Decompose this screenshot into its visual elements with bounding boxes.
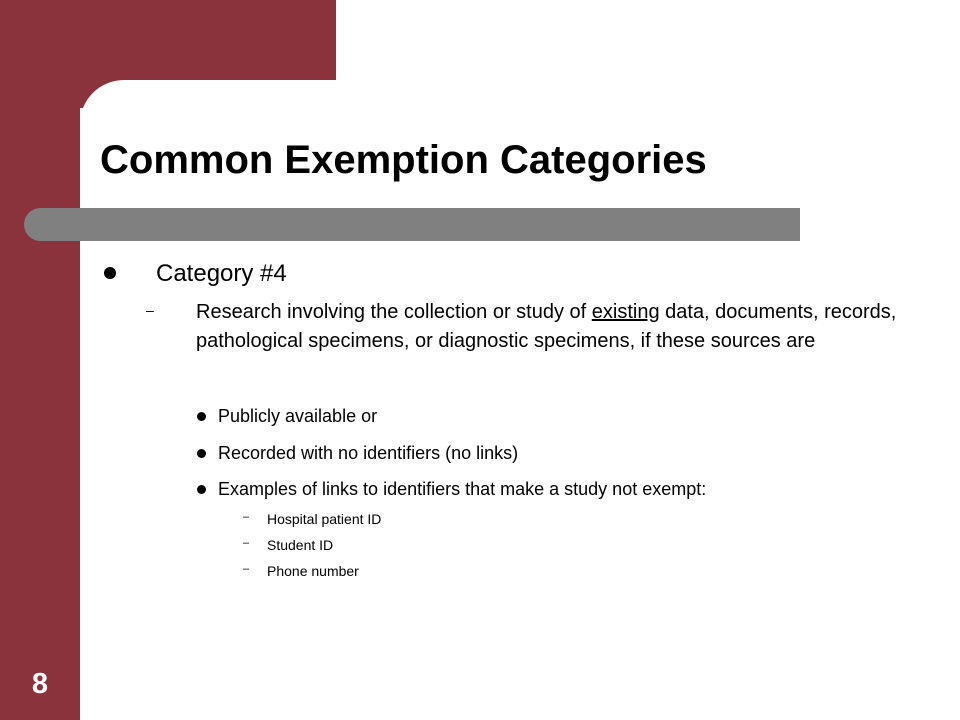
slide-number: 8 (31, 668, 49, 700)
left-accent-band (0, 0, 80, 720)
condition-item: Examples of links to identifiers that make a study not exempt: (218, 479, 707, 499)
category-description (196, 298, 906, 356)
description-emphasis: existing (591, 301, 660, 323)
bullet-dot-icon (197, 449, 206, 458)
bullet-dot-icon (197, 485, 206, 494)
example-item: Student ID (267, 537, 334, 553)
title-divider-bar (24, 208, 800, 241)
slide-title: Common Exemption Categories (100, 138, 707, 182)
category-heading: Category #4 (156, 260, 287, 287)
dash-icon: – (146, 302, 154, 318)
condition-item: Recorded with no identifiers (no links) (218, 443, 519, 463)
description-text-start: Research involving the collection or study of (196, 301, 592, 323)
example-item: Hospital patient ID (267, 511, 382, 527)
dash-icon: – (243, 537, 250, 549)
description-text-end: data, documents, records, pathological specimens, or diagnostic specimens, if these sources are (196, 301, 897, 352)
bullet-dot-icon (197, 412, 206, 421)
bullet-dot-icon (104, 267, 116, 279)
dash-icon: – (243, 563, 250, 575)
condition-item: Publicly available or (218, 406, 378, 426)
dash-icon: – (243, 511, 250, 523)
example-item: Phone number (267, 563, 359, 579)
